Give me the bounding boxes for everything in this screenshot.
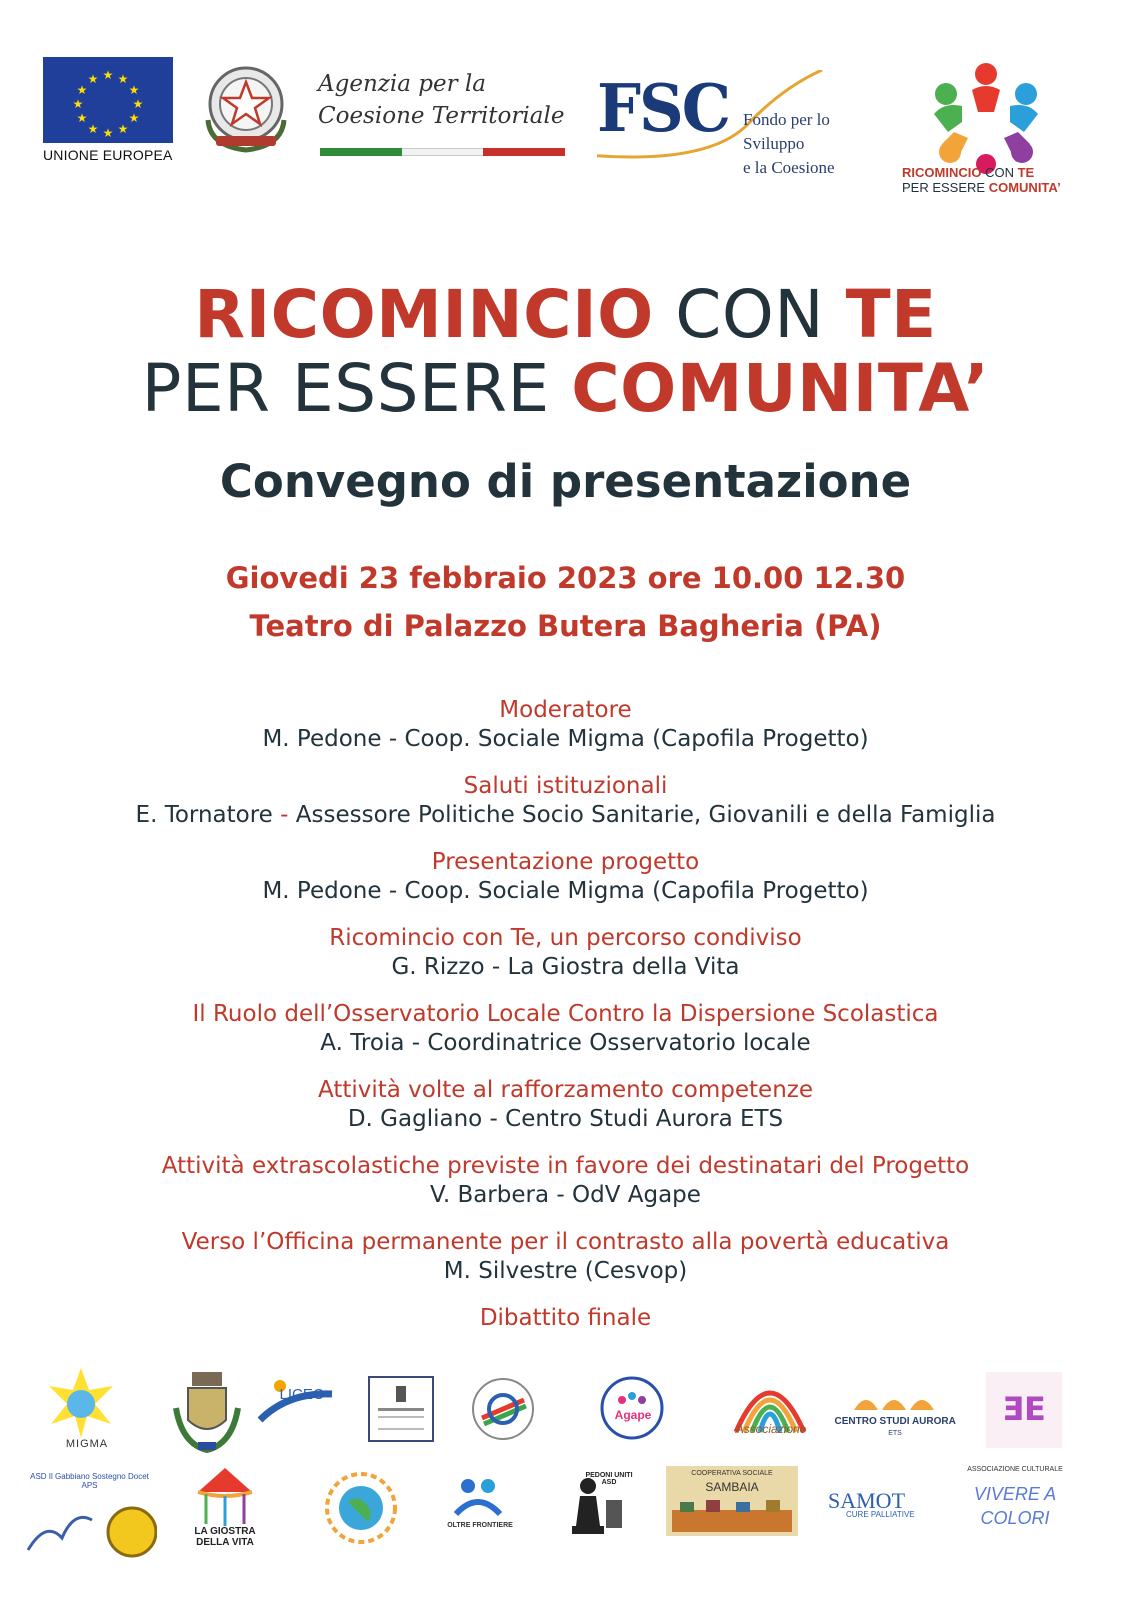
gabbiano-caption: ASD Il Gabbiano Sostegno Docet APS (30, 1472, 149, 1490)
speaker-role: Assessore Politiche Socio Sanitarie, Giovanili e della Famiglia (295, 802, 996, 828)
agenzia-line2: Coesione Territoriale (318, 103, 565, 129)
svg-text:★: ★ (117, 122, 129, 136)
eu-caption: UNIONE EUROPEA (43, 147, 173, 163)
giostra-carousel-logo-icon (192, 1466, 258, 1530)
migma-sun-logo-icon (45, 1366, 117, 1438)
vivere-line2: COLORI (980, 1508, 1050, 1528)
brand-word-comunita: COMUNITA’ (988, 180, 1061, 195)
title-word-comunita: COMUNITA’ (571, 350, 990, 427)
speaker-separator: - (381, 726, 405, 752)
program-item-speaker (0, 1181, 1131, 1210)
giostra-caption-line2: DELLA VITA (196, 1537, 254, 1548)
header-logos (0, 0, 1131, 200)
program-item-speaker (0, 725, 1131, 754)
bagheria-coat-of-arms-icon (172, 1368, 242, 1454)
fsc-logo (597, 70, 887, 177)
speaker-name: A. Troia (320, 1030, 405, 1056)
svg-text:★: ★ (76, 83, 88, 97)
osservatorio-logo-icon (368, 1376, 434, 1442)
svg-text:★: ★ (87, 72, 99, 86)
program-item-title: Dibattito finale (479, 1305, 652, 1331)
sambaia-caption-line2: SAMBAIA (705, 1480, 759, 1494)
speaker-name: D. Gagliano (347, 1106, 483, 1132)
program-item (0, 1000, 1131, 1076)
program-item (0, 696, 1131, 772)
italian-republic-emblem-icon (200, 60, 292, 156)
program-item-title: Verso l’Officina permanente per il contrasto alla povertà educativa (181, 1229, 950, 1255)
program-item (0, 1228, 1131, 1304)
program-item-speaker (0, 1029, 1131, 1058)
speaker-separator: - (381, 878, 405, 904)
svg-text:★: ★ (117, 72, 129, 86)
speaker-name: G. Rizzo (391, 954, 485, 980)
program-item-speaker: M. Silvestre (Cesvop) (443, 1258, 688, 1284)
brand-word-te: TE (1017, 165, 1035, 180)
program-item-speaker (0, 953, 1131, 982)
brand-word-per-essere: PER ESSERE (902, 180, 986, 195)
pedoni-caption: PEDONI UNITI ASD (585, 1472, 633, 1486)
title-word-ricomincio: RICOMINCIO (194, 276, 654, 353)
aurora-caption (830, 1416, 960, 1438)
program-item-title: Il Ruolo dell’Osservatorio Locale Contro la Dispersione Scolastica (192, 1001, 939, 1027)
program-item-title: Ricomincio con Te, un percorso condiviso (329, 925, 802, 951)
vivere-line1: VIVERE A (973, 1484, 1057, 1504)
program-item (0, 1152, 1131, 1228)
brand-word-con: CON (985, 165, 1014, 180)
program-item-title: Saluti istituzionali (463, 773, 668, 799)
partner-logos (0, 1360, 1131, 1600)
speaker-name: V. Barbera (430, 1182, 550, 1208)
program-item-speaker (0, 1105, 1131, 1134)
ets-logo-icon (986, 1372, 1062, 1448)
page-title (0, 278, 1131, 426)
speaker-role: OdV Agape (572, 1182, 701, 1208)
svg-text:★: ★ (132, 97, 144, 111)
istituto-comprensivo-logo-icon (470, 1376, 536, 1442)
speaker-role: Coordinatrice Osservatorio locale (427, 1030, 811, 1056)
vivere-a-colori-caption (950, 1482, 1080, 1530)
aurora-name: CENTRO STUDI AURORA (834, 1416, 956, 1427)
fsc-caption-line2: e la Coesione (743, 158, 835, 177)
program-list (0, 696, 1131, 1380)
liceo-caption: LICEO (279, 1386, 325, 1403)
event-info (0, 554, 1131, 650)
speaker-role: La Giostra della Vita (507, 954, 740, 980)
speaker-separator: - (484, 954, 508, 980)
svg-text:★: ★ (76, 111, 88, 125)
svg-text:★: ★ (72, 97, 84, 111)
aurora-ets: ETS (888, 1430, 902, 1437)
agenzia-logo (318, 68, 568, 132)
title-line-1 (0, 278, 1131, 352)
speaker-role: Coop. Sociale Migma (Capofila Progetto) (404, 878, 869, 904)
speaker-name: M. Pedone (262, 878, 382, 904)
program-item-title: Moderatore (499, 697, 632, 723)
vivere-a-colori-top: ASSOCIAZIONE CULTURALE (967, 1466, 1063, 1473)
speaker-separator: - (482, 1106, 506, 1132)
oltre-frontiere-caption: OLTRE FRONTIERE (447, 1522, 513, 1529)
agenzia-line1: Agenzia per la (318, 71, 486, 97)
giostra-caption (186, 1526, 264, 1548)
program-item (0, 848, 1131, 924)
gabbiano-logo-icon (22, 1480, 157, 1575)
title-word-per-essere: PER ESSERE (141, 350, 550, 427)
oltre-frontiere-logo-icon (452, 1474, 504, 1524)
speaker-name: M. Pedone (262, 726, 382, 752)
migma-caption: MIGMA (65, 1438, 109, 1450)
title-line-2 (0, 352, 1131, 426)
program-item-title: Attività volte al rafforzamento competenze (318, 1077, 813, 1103)
program-item (0, 924, 1131, 1000)
program-item-title: Presentazione progetto (431, 849, 700, 875)
speaker-separator: - (272, 802, 296, 828)
italian-flag-stripe (320, 148, 565, 156)
eu-flag-logo (43, 57, 173, 143)
samot-caption: CURE PALLIATIVE (846, 1510, 915, 1519)
aurora-logo-icon (852, 1390, 936, 1412)
svg-text:ƎE: ƎE (1002, 1390, 1046, 1428)
speaker-role: Centro Studi Aurora ETS (505, 1106, 784, 1132)
iris-caption: Associazione (735, 1422, 807, 1436)
program-item (0, 772, 1131, 848)
fsc-mark: FSC (597, 70, 730, 147)
event-venue: Teatro di Palazzo Butera Bagheria (PA) (249, 609, 882, 643)
agape-caption: Agape (614, 1408, 652, 1422)
sambaia-caption-line1: COOPERATIVA SOCIALE (691, 1470, 773, 1477)
samot-name: SAMOT (828, 1488, 906, 1513)
speaker-name: E. Tornatore (135, 802, 273, 828)
brand-word-ricomincio: RICOMINCIO (902, 165, 982, 180)
fsc-caption (743, 108, 887, 180)
brand-caption (902, 165, 1077, 195)
program-item-speaker (0, 877, 1131, 906)
speaker-separator: - (404, 1030, 428, 1056)
speaker-role: Coop. Sociale Migma (Capofila Progetto) (404, 726, 869, 752)
program-item-speaker (0, 801, 1131, 830)
svg-text:★: ★ (128, 83, 140, 97)
event-date-time: Giovedi 23 febbraio 2023 ore 10.00 12.30 (225, 561, 906, 595)
giostra-caption-line1: LA GIOSTRA (194, 1526, 256, 1537)
title-word-te: TE (845, 276, 937, 353)
svg-text:★: ★ (87, 122, 99, 136)
eu-stars-icon (43, 57, 173, 143)
svg-text:★: ★ (128, 111, 140, 125)
globe-children-logo-icon (318, 1468, 404, 1548)
svg-text:★: ★ (102, 126, 114, 140)
fsc-caption-line1: Fondo per lo Sviluppo (743, 110, 830, 153)
program-item-title: Attività extrascolastiche previste in favore dei destinatari del Progetto (161, 1153, 970, 1179)
speaker-separator: - (549, 1182, 572, 1208)
title-word-con: CON (675, 276, 825, 353)
page-subtitle: Convegno di presentazione (219, 455, 912, 508)
svg-text:★: ★ (102, 68, 114, 82)
program-item (0, 1076, 1131, 1152)
